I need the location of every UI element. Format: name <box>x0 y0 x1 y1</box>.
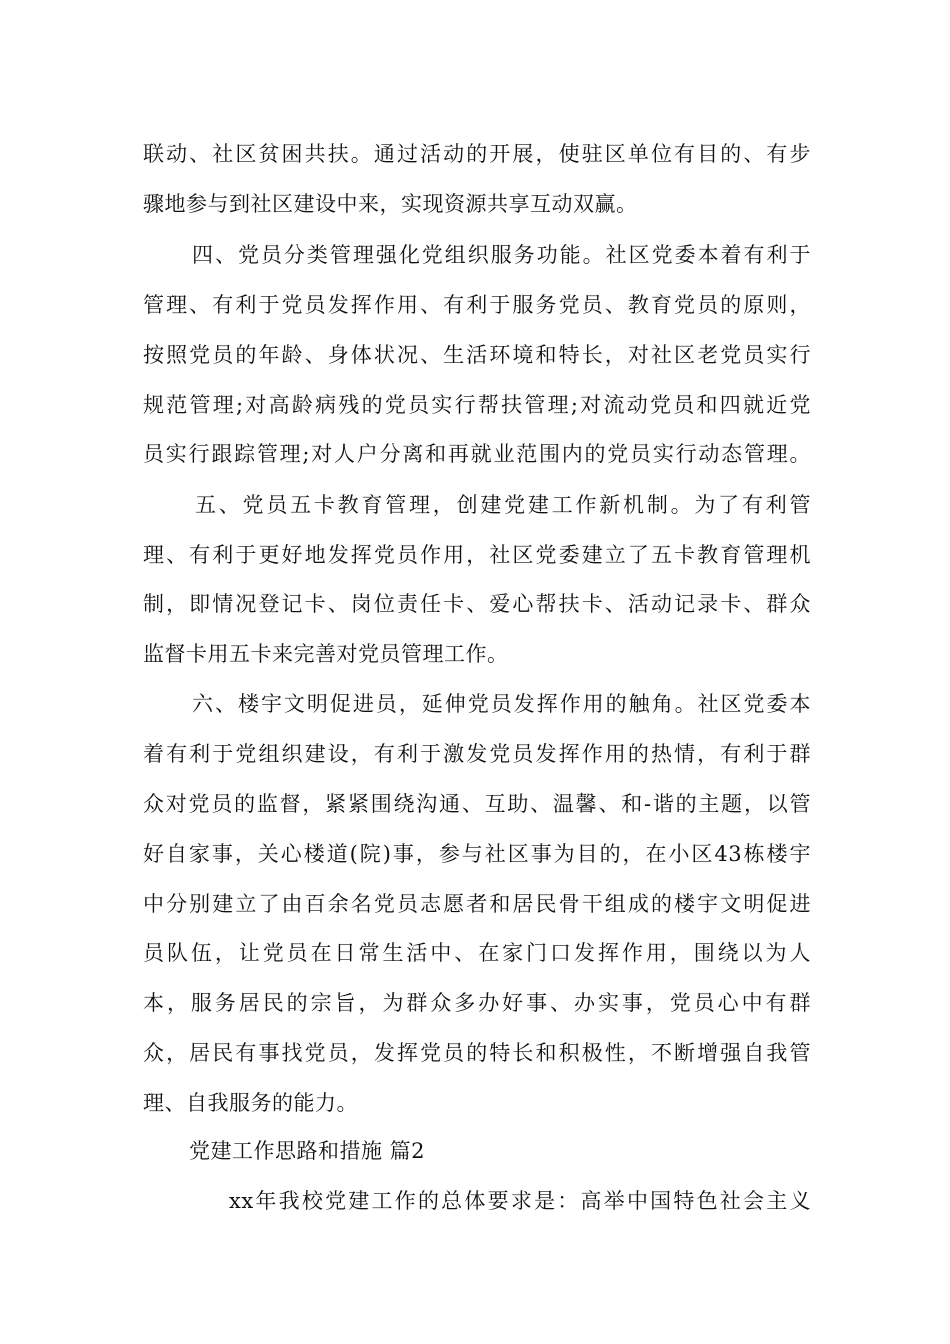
text-line: 员实行跟踪管理;对人户分离和再就业范围内的党员实行动态管理。 <box>143 442 811 466</box>
text-line: xx年我校党建工作的总体要求是：高举中国特色社会主义 <box>229 1189 811 1213</box>
text-line: 管理、有利于党员发挥作用、有利于服务党员、教育党员的原则， <box>143 293 811 317</box>
text-line: 理、自我服务的能力。 <box>143 1091 358 1115</box>
text-line: 骤地参与到社区建设中来，实现资源共享互动双赢。 <box>143 192 638 216</box>
text-line: 五、党员五卡教育管理，创建党建工作新机制。为了有利管 <box>195 493 811 517</box>
text-line: 联动、社区贫困共扶。通过活动的开展，使驻区单位有目的、有步 <box>143 142 811 166</box>
text-line: 六、楼宇文明促进员，延伸党员发挥作用的触角。社区党委本 <box>192 692 811 716</box>
text-line: 规范管理;对高龄病残的党员实行帮扶管理;对流动党员和四就近党 <box>143 393 811 417</box>
text-line: 本，服务居民的宗旨，为群众多办好事、办实事，党员心中有群 <box>143 991 811 1015</box>
text-line: 四、党员分类管理强化党组织服务功能。社区党委本着有利于 <box>192 243 811 267</box>
text-line: 中分别建立了由百余名党员志愿者和居民骨干组成的楼宇文明促进 <box>143 892 811 916</box>
text-line: 按照党员的年龄、身体状况、生活环境和特长，对社区老党员实行 <box>143 343 811 367</box>
section-heading: 党建工作思路和措施 篇2 <box>189 1139 426 1163</box>
text-line: 众对党员的监督，紧紧围绕沟通、互助、温馨、和-谐的主题，以管 <box>143 792 811 816</box>
text-line: 理、有利于更好地发挥党员作用，社区党委建立了五卡教育管理机 <box>143 543 811 567</box>
text-line: 着有利于党组织建设，有利于激发党员发挥作用的热情，有利于群 <box>143 742 811 766</box>
text-line: 员队伍，让党员在日常生活中、在家门口发挥作用，围绕以为人 <box>143 941 811 965</box>
text-line: 制，即情况登记卡、岗位责任卡、爱心帮扶卡、活动记录卡、群众 <box>143 592 811 616</box>
text-line: 监督卡用五卡来完善对党员管理工作。 <box>143 642 509 666</box>
text-line: 众，居民有事找党员，发挥党员的特长和积极性，不断增强自我管 <box>143 1041 811 1065</box>
text-line: 好自家事，关心楼道(院)事，参与社区事为目的，在小区43栋楼宇 <box>143 842 811 866</box>
